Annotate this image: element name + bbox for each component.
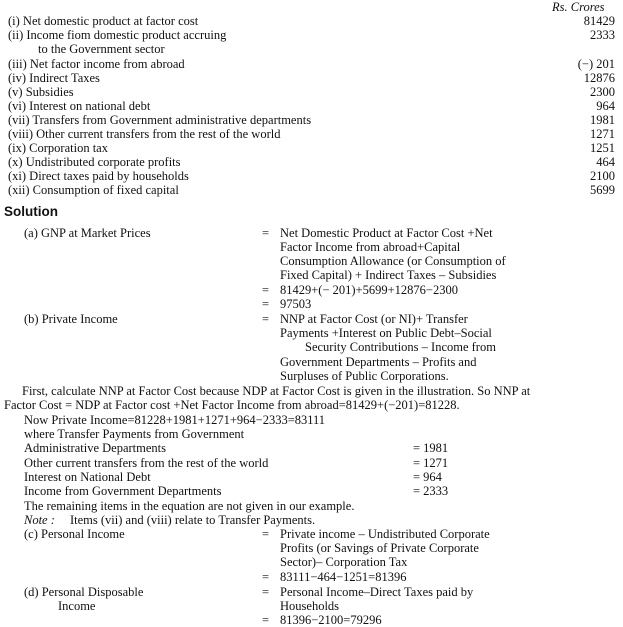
b-line-5: Surpluses of Public Corporations.	[280, 369, 449, 383]
a-calc: 81429+(− 201)+5699+12876−2300	[280, 283, 458, 297]
transfer-label-1: Administrative Departments	[24, 441, 166, 455]
item-label-12: (xii) Consumption of fixed capital	[8, 183, 179, 197]
transfer-value-1: = 1981	[413, 441, 449, 455]
c-calc-eq: =	[262, 570, 270, 584]
item-value-5: 2300	[590, 85, 615, 99]
item-label-2-cont: to the Government sector	[38, 42, 165, 56]
transfer-label-2: Other current transfers from the rest of the world	[24, 456, 269, 470]
para-line-3: Now Private Income=81228+1981+1271+964−2333=83111	[24, 413, 326, 427]
transfer-value-4: = 2333	[413, 484, 449, 498]
item-label-7: (vii) Transfers from Government administrative departments	[8, 113, 312, 127]
item-value-4: 12876	[583, 71, 615, 85]
item-label-10: (x) Undistributed corporate profits	[8, 155, 181, 169]
b-label: (b) Private Income	[24, 312, 118, 326]
transfer-value-3: = 964	[413, 470, 442, 484]
transfer-label-4: Income from Government Departments	[24, 484, 222, 498]
item-label-6: (vi) Interest on national debt	[8, 99, 151, 113]
c-calc: 83111−464−1251=81396	[280, 570, 407, 584]
item-value-12: 5699	[590, 183, 615, 197]
a-result-eq: =	[262, 297, 270, 311]
item-value-1: 81429	[583, 14, 615, 28]
c-label: (c) Personal Income	[24, 527, 125, 541]
note-text: Items (vii) and (viii) relate to Transfer Payments.	[70, 513, 316, 527]
solution-heading: Solution	[4, 204, 58, 219]
item-value-8: 1271	[590, 127, 615, 141]
d-calc-eq: =	[262, 613, 270, 627]
para-line-2: Factor Cost = NDP at Factor cost +Net Factor Income from abroad=81429+(−201)=81228.	[4, 398, 460, 412]
b-line-1: NNP at Factor Cost (or NI)+ Transfer	[280, 312, 468, 326]
item-value-6: 964	[596, 99, 615, 113]
d-calc: 81396−2100=79296	[280, 613, 382, 627]
a-eq: =	[262, 226, 270, 240]
d-eq: =	[262, 585, 270, 599]
item-label-3: (iii) Net factor income from abroad	[8, 57, 185, 71]
a-line-2: Factor Income from abroad+Capital	[280, 240, 461, 254]
a-line-4: Fixed Capital) + Indirect Taxes – Subsidies	[280, 268, 497, 282]
a-line-3: Consumption Allowance (or Consumption of	[280, 254, 506, 268]
item-value-11: 2100	[590, 169, 615, 183]
item-label-11: (xi) Direct taxes paid by households	[8, 169, 189, 183]
c-line-2: Profits (or Savings of Private Corporate	[280, 541, 479, 555]
item-label-5: (v) Subsidies	[8, 85, 74, 99]
item-value-2: 2333	[590, 28, 615, 42]
c-eq: =	[262, 527, 270, 541]
item-label-8: (viii) Other current transfers from the rest of the world	[8, 127, 281, 141]
note-label: Note :	[24, 513, 55, 527]
item-label-2: (ii) Income fiom domestic product accruing	[8, 28, 227, 42]
item-value-10: 464	[596, 155, 615, 169]
c-line-1: Private income – Undistributed Corporate	[280, 527, 490, 541]
item-value-9: 1251	[590, 141, 615, 155]
item-label-1: (i) Net domestic product at factor cost	[8, 14, 199, 28]
item-value-3: (−) 201	[577, 57, 615, 71]
c-line-3: Sector)– Corporation Tax	[280, 555, 408, 569]
d-label-cont: Income	[58, 599, 96, 613]
d-line-1: Personal Income–Direct Taxes paid by	[280, 585, 474, 599]
item-value-7: 1981	[590, 113, 615, 127]
para-line-4: where Transfer Payments from Government	[24, 427, 245, 441]
d-label: (d) Personal Disposable	[24, 585, 144, 599]
para-line-1: First, calculate NNP at Factor Cost because NDP at Factor Cost is given in the illustration. So NNP at	[22, 384, 531, 398]
b-line-2: Payments +Interest on Public Debt–Social	[280, 326, 492, 340]
a-result: 97503	[280, 297, 312, 311]
a-line-1: Net Domestic Product at Factor Cost +Net	[280, 226, 493, 240]
transfer-value-2: = 1271	[413, 456, 449, 470]
b-eq: =	[262, 312, 270, 326]
a-label: (a) GNP at Market Prices	[24, 226, 151, 240]
unit-header: Rs. Crores	[552, 0, 605, 14]
b-line-3: Security Contributions – Income from	[305, 340, 496, 354]
item-label-4: (iv) Indirect Taxes	[8, 71, 100, 85]
a-calc-eq: =	[262, 283, 270, 297]
b-line-4: Government Departments – Profits and	[280, 355, 477, 369]
remaining-text: The remaining items in the equation are not given in our example.	[24, 499, 355, 513]
item-label-9: (ix) Corporation tax	[8, 141, 108, 155]
transfer-label-3: Interest on National Debt	[24, 470, 151, 484]
d-line-2: Households	[280, 599, 340, 613]
